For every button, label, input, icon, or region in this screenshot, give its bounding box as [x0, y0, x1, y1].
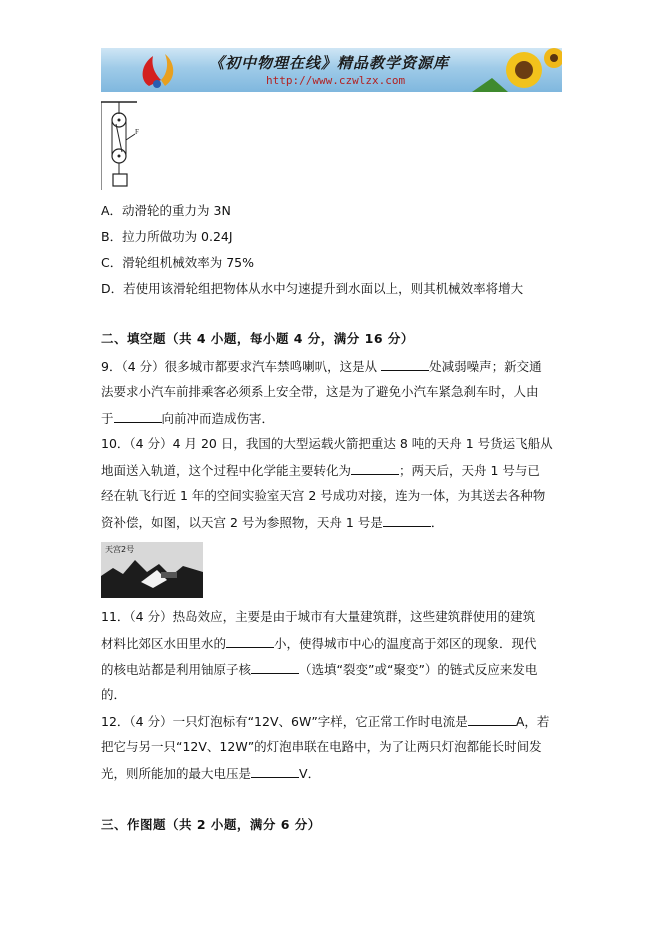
logo-icon: [131, 50, 191, 90]
q9-line2: 法要求小汽车前排乘客必须系上安全带，这是为了避免小汽车紧急刹车时，人由: [101, 384, 539, 399]
photo-caption: 天宫2号: [105, 545, 135, 554]
banner-title: 《初中物理在线》精品教学资源库: [209, 54, 450, 72]
q11-line4: 的．: [101, 687, 127, 702]
q12-line1: 12．（4 分）一只灯泡标有“12V、6W”字样，它正常工作时电流是 A，若: [101, 714, 550, 729]
answer-blank: [351, 462, 399, 475]
q9-line3: 于 向前冲而造成伤害．: [101, 411, 275, 426]
option-d: D．若使用该滑轮组把物体从水中匀速提升到水面以上，则其机械效率将增大: [101, 281, 524, 296]
q10-line4: 资补偿，如图，以天宫 2 号为参照物，天舟 1 号是 ．: [101, 515, 444, 530]
section2-heading: 二、填空题（共 4 小题，每小题 4 分，满分 16 分）: [101, 331, 414, 346]
answer-blank: [381, 358, 429, 371]
answer-blank: [226, 635, 274, 648]
answer-blank: [383, 514, 431, 527]
q10-line3: 经在轨飞行近 1 年的空间实验室天宫 2 号成功对接，连为一体，为其送去各种物: [101, 488, 546, 503]
q11-line1: 11．（4 分）热岛效应，主要是由于城市有大量建筑群，这些建筑群使用的建筑: [101, 609, 536, 624]
answer-blank: [468, 713, 516, 726]
q11-line3: 的核电站都是利用铀原子核 （选填“裂变”或“聚变”）的链式反应来发电: [101, 662, 538, 677]
answer-blank: [251, 765, 299, 778]
tiangong-photo: [101, 542, 203, 598]
q12-line2: 把它与另一只“12V、12W”的灯泡串联在电路中，为了让两只灯泡都能长时间发: [101, 739, 542, 754]
sunflower-icon: [472, 48, 562, 92]
answer-blank: [251, 661, 299, 674]
option-a: A．动滑轮的重力为 3N: [101, 203, 231, 218]
q10-line1: 10．（4 分）4 月 20 日，我国的大型运载火箭把重达 8 吨的天舟 1 号货运飞船从: [101, 436, 553, 451]
q9-line1: 9．（4 分）很多城市都要求汽车禁鸣喇叭，这是从 处减弱噪声；新交通: [101, 359, 542, 374]
q11-line2: 材料比郊区水田里水的 小，使得城市中心的温度高于郊区的现象．现代: [101, 636, 537, 651]
q12-line3: 光，则所能加的最大电压是 V．: [101, 766, 321, 781]
answer-blank: [114, 410, 162, 423]
pulley-diagram: [101, 100, 145, 190]
option-b: B．拉力所做功为 0.24J: [101, 229, 233, 244]
banner-url: http://www.czwlzx.com: [266, 74, 406, 87]
q10-line2: 地面送入轨道，这个过程中化学能主要转化为 ；两天后，天舟 1 号与已: [101, 463, 540, 478]
force-label: F: [135, 128, 139, 136]
header-banner: [101, 48, 562, 92]
option-c: C．滑轮组机械效率为 75%: [101, 255, 254, 270]
section3-heading: 三、作图题（共 2 小题，满分 6 分）: [101, 817, 321, 832]
